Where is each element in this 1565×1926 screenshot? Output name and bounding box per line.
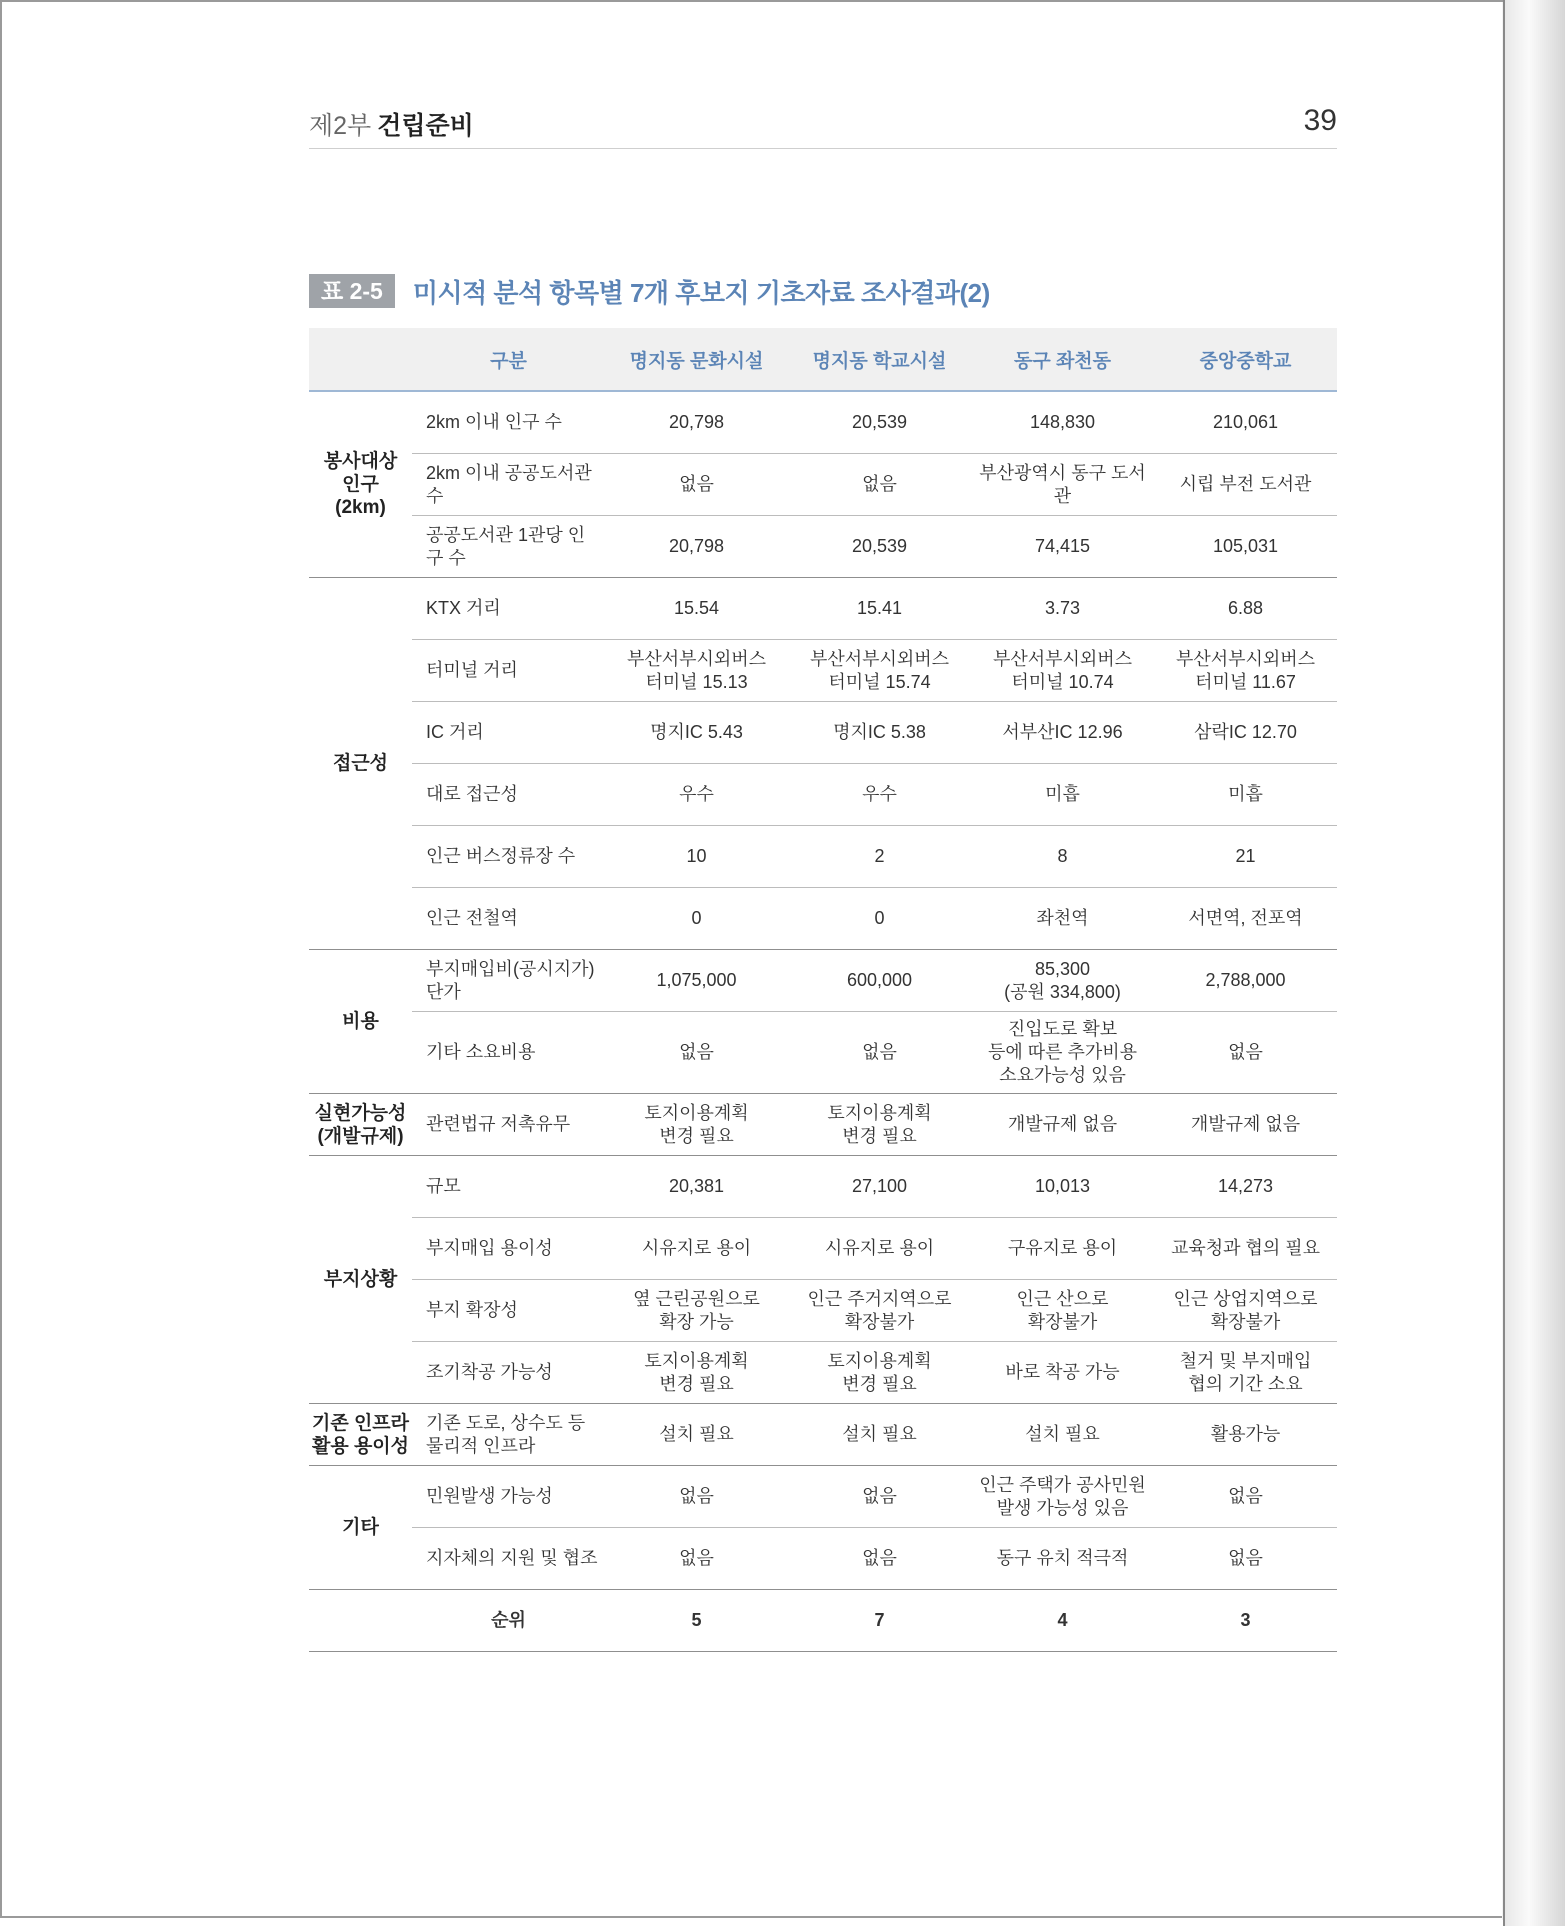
table-row [309, 516, 1337, 578]
part-label: 제2부 건립준비 [309, 112, 474, 140]
table-row [309, 764, 1337, 826]
table-body [309, 391, 1337, 1652]
value-cell: 시유지로 용이 [605, 1218, 788, 1280]
book-spine [1503, 0, 1565, 1926]
value-cell: 바로 착공 가능 [971, 1342, 1154, 1404]
table-row [309, 454, 1337, 516]
header-cell: 명지동 학교시설 [788, 328, 971, 391]
value-cell: 10 [605, 826, 788, 888]
rank-value: 3 [1154, 1590, 1337, 1652]
value-cell: 0 [788, 888, 971, 950]
category-cell: 접근성 [309, 578, 412, 950]
page-number: 39 [1303, 104, 1337, 137]
value-cell: 8 [971, 826, 1154, 888]
value-cell: 개발규제 없음 [971, 1094, 1154, 1156]
item-cell: 부지매입비(공시지가) 단가 [412, 950, 605, 1012]
value-cell: 1,075,000 [605, 950, 788, 1012]
value-cell: 없음 [788, 1528, 971, 1590]
value-cell: 20,539 [788, 516, 971, 578]
value-cell: 부산서부시외버스 터미널 10.74 [971, 640, 1154, 702]
header-cell [309, 328, 412, 391]
table-header-row [309, 328, 1337, 391]
table-row [309, 950, 1337, 1012]
value-cell: 서부산IC 12.96 [971, 702, 1154, 764]
item-cell: 2km 이내 공공도서관 수 [412, 454, 605, 516]
value-cell: 우수 [605, 764, 788, 826]
rank-label: 순위 [412, 1590, 605, 1652]
item-cell: 기존 도로, 상수도 등 물리적 인프라 [412, 1404, 605, 1466]
value-cell: 10,013 [971, 1156, 1154, 1218]
item-cell: 민원발생 가능성 [412, 1466, 605, 1528]
table-row [309, 702, 1337, 764]
table-row [309, 888, 1337, 950]
value-cell: 부산서부시외버스 터미널 15.74 [788, 640, 971, 702]
value-cell: 우수 [788, 764, 971, 826]
table-number-tag: 표 2-5 [309, 274, 395, 308]
rank-blank-cell [309, 1590, 412, 1652]
header-cell: 중앙중학교 [1154, 328, 1337, 391]
value-cell: 85,300 (공원 334,800) [971, 950, 1154, 1012]
chapter-title: 건립준비 [377, 112, 474, 140]
value-cell: 15.54 [605, 578, 788, 640]
value-cell: 설치 필요 [605, 1404, 788, 1466]
value-cell: 명지IC 5.43 [605, 702, 788, 764]
value-cell: 21 [1154, 826, 1337, 888]
value-cell: 14,273 [1154, 1156, 1337, 1218]
table-row [309, 1012, 1337, 1094]
table-title: 미시적 분석 항목별 7개 후보지 기초자료 조사결과(2) [412, 277, 990, 308]
table-row [309, 1094, 1337, 1156]
value-cell: 없음 [605, 1528, 788, 1590]
value-cell: 개발규제 없음 [1154, 1094, 1337, 1156]
rank-value: 5 [605, 1590, 788, 1652]
value-cell: 없음 [788, 454, 971, 516]
table-row [309, 1280, 1337, 1342]
value-cell: 부산서부시외버스 터미널 11.67 [1154, 640, 1337, 702]
value-cell: 미흡 [1154, 764, 1337, 826]
table-row [309, 826, 1337, 888]
category-cell: 봉사대상 인구 (2km) [309, 391, 412, 578]
value-cell: 설치 필요 [971, 1404, 1154, 1466]
value-cell: 15.41 [788, 578, 971, 640]
value-cell: 시유지로 용이 [788, 1218, 971, 1280]
value-cell: 0 [605, 888, 788, 950]
item-cell: KTX 거리 [412, 578, 605, 640]
item-cell: 대로 접근성 [412, 764, 605, 826]
rank-value: 7 [788, 1590, 971, 1652]
value-cell: 미흡 [971, 764, 1154, 826]
item-cell: 인근 전철역 [412, 888, 605, 950]
item-cell: IC 거리 [412, 702, 605, 764]
table-caption [309, 274, 990, 308]
category-cell: 비용 [309, 950, 412, 1094]
value-cell: 인근 주택가 공사민원 발생 가능성 있음 [971, 1466, 1154, 1528]
value-cell: 설치 필요 [788, 1404, 971, 1466]
category-cell: 기존 인프라 활용 용이성 [309, 1404, 412, 1466]
header-cell: 구분 [412, 328, 605, 391]
header-cell: 명지동 문화시설 [605, 328, 788, 391]
value-cell: 3.73 [971, 578, 1154, 640]
table-row [309, 1528, 1337, 1590]
value-cell: 20,381 [605, 1156, 788, 1218]
data-table [309, 328, 1337, 1652]
table-row [309, 391, 1337, 454]
item-cell: 관련법규 저촉유무 [412, 1094, 605, 1156]
running-head [309, 104, 1337, 149]
item-cell: 규모 [412, 1156, 605, 1218]
value-cell: 철거 및 부지매입 협의 기간 소요 [1154, 1342, 1337, 1404]
value-cell: 부산서부시외버스 터미널 15.13 [605, 640, 788, 702]
value-cell: 2 [788, 826, 971, 888]
category-cell: 기타 [309, 1466, 412, 1590]
value-cell: 없음 [605, 1466, 788, 1528]
table-row [309, 1156, 1337, 1218]
value-cell: 없음 [788, 1012, 971, 1094]
item-cell: 터미널 거리 [412, 640, 605, 702]
value-cell: 없음 [605, 454, 788, 516]
item-cell: 조기착공 가능성 [412, 1342, 605, 1404]
item-cell: 부지매입 용이성 [412, 1218, 605, 1280]
value-cell: 구유지로 용이 [971, 1218, 1154, 1280]
value-cell: 시립 부전 도서관 [1154, 454, 1337, 516]
value-cell: 삼락IC 12.70 [1154, 702, 1337, 764]
value-cell: 27,100 [788, 1156, 971, 1218]
value-cell: 옆 근린공원으로 확장 가능 [605, 1280, 788, 1342]
value-cell: 없음 [1154, 1012, 1337, 1094]
value-cell: 부산광역시 동구 도서관 [971, 454, 1154, 516]
value-cell: 서면역, 전포역 [1154, 888, 1337, 950]
value-cell: 20,798 [605, 391, 788, 454]
value-cell: 없음 [1154, 1528, 1337, 1590]
value-cell: 토지이용계획 변경 필요 [605, 1094, 788, 1156]
value-cell: 명지IC 5.38 [788, 702, 971, 764]
value-cell: 210,061 [1154, 391, 1337, 454]
value-cell: 인근 주거지역으로 확장불가 [788, 1280, 971, 1342]
value-cell: 148,830 [971, 391, 1154, 454]
value-cell: 인근 상업지역으로 확장불가 [1154, 1280, 1337, 1342]
item-cell: 공공도서관 1관당 인구 수 [412, 516, 605, 578]
item-cell: 지자체의 지원 및 협조 [412, 1528, 605, 1590]
category-cell: 부지상황 [309, 1156, 412, 1404]
item-cell: 2km 이내 인구 수 [412, 391, 605, 454]
rank-value: 4 [971, 1590, 1154, 1652]
value-cell: 교육청과 협의 필요 [1154, 1218, 1337, 1280]
table-row [309, 578, 1337, 640]
table-row [309, 1218, 1337, 1280]
value-cell: 없음 [605, 1012, 788, 1094]
value-cell: 20,798 [605, 516, 788, 578]
table-row [309, 1404, 1337, 1466]
rank-row [309, 1590, 1337, 1652]
item-cell: 기타 소요비용 [412, 1012, 605, 1094]
value-cell: 좌천역 [971, 888, 1154, 950]
table-row [309, 1466, 1337, 1528]
table-row [309, 1342, 1337, 1404]
value-cell: 없음 [1154, 1466, 1337, 1528]
value-cell: 없음 [788, 1466, 971, 1528]
item-cell: 인근 버스정류장 수 [412, 826, 605, 888]
category-cell: 실현가능성 (개발규제) [309, 1094, 412, 1156]
value-cell: 6.88 [1154, 578, 1337, 640]
value-cell: 동구 유치 적극적 [971, 1528, 1154, 1590]
table-row [309, 640, 1337, 702]
item-cell: 부지 확장성 [412, 1280, 605, 1342]
value-cell: 20,539 [788, 391, 971, 454]
value-cell: 105,031 [1154, 516, 1337, 578]
value-cell: 토지이용계획 변경 필요 [605, 1342, 788, 1404]
value-cell: 2,788,000 [1154, 950, 1337, 1012]
value-cell: 토지이용계획 변경 필요 [788, 1094, 971, 1156]
value-cell: 진입도로 확보 등에 따른 추가비용 소요가능성 있음 [971, 1012, 1154, 1094]
value-cell: 74,415 [971, 516, 1154, 578]
value-cell: 600,000 [788, 950, 971, 1012]
value-cell: 활용가능 [1154, 1404, 1337, 1466]
value-cell: 토지이용계획 변경 필요 [788, 1342, 971, 1404]
value-cell: 인근 산으로 확장불가 [971, 1280, 1154, 1342]
header-cell: 동구 좌천동 [971, 328, 1154, 391]
